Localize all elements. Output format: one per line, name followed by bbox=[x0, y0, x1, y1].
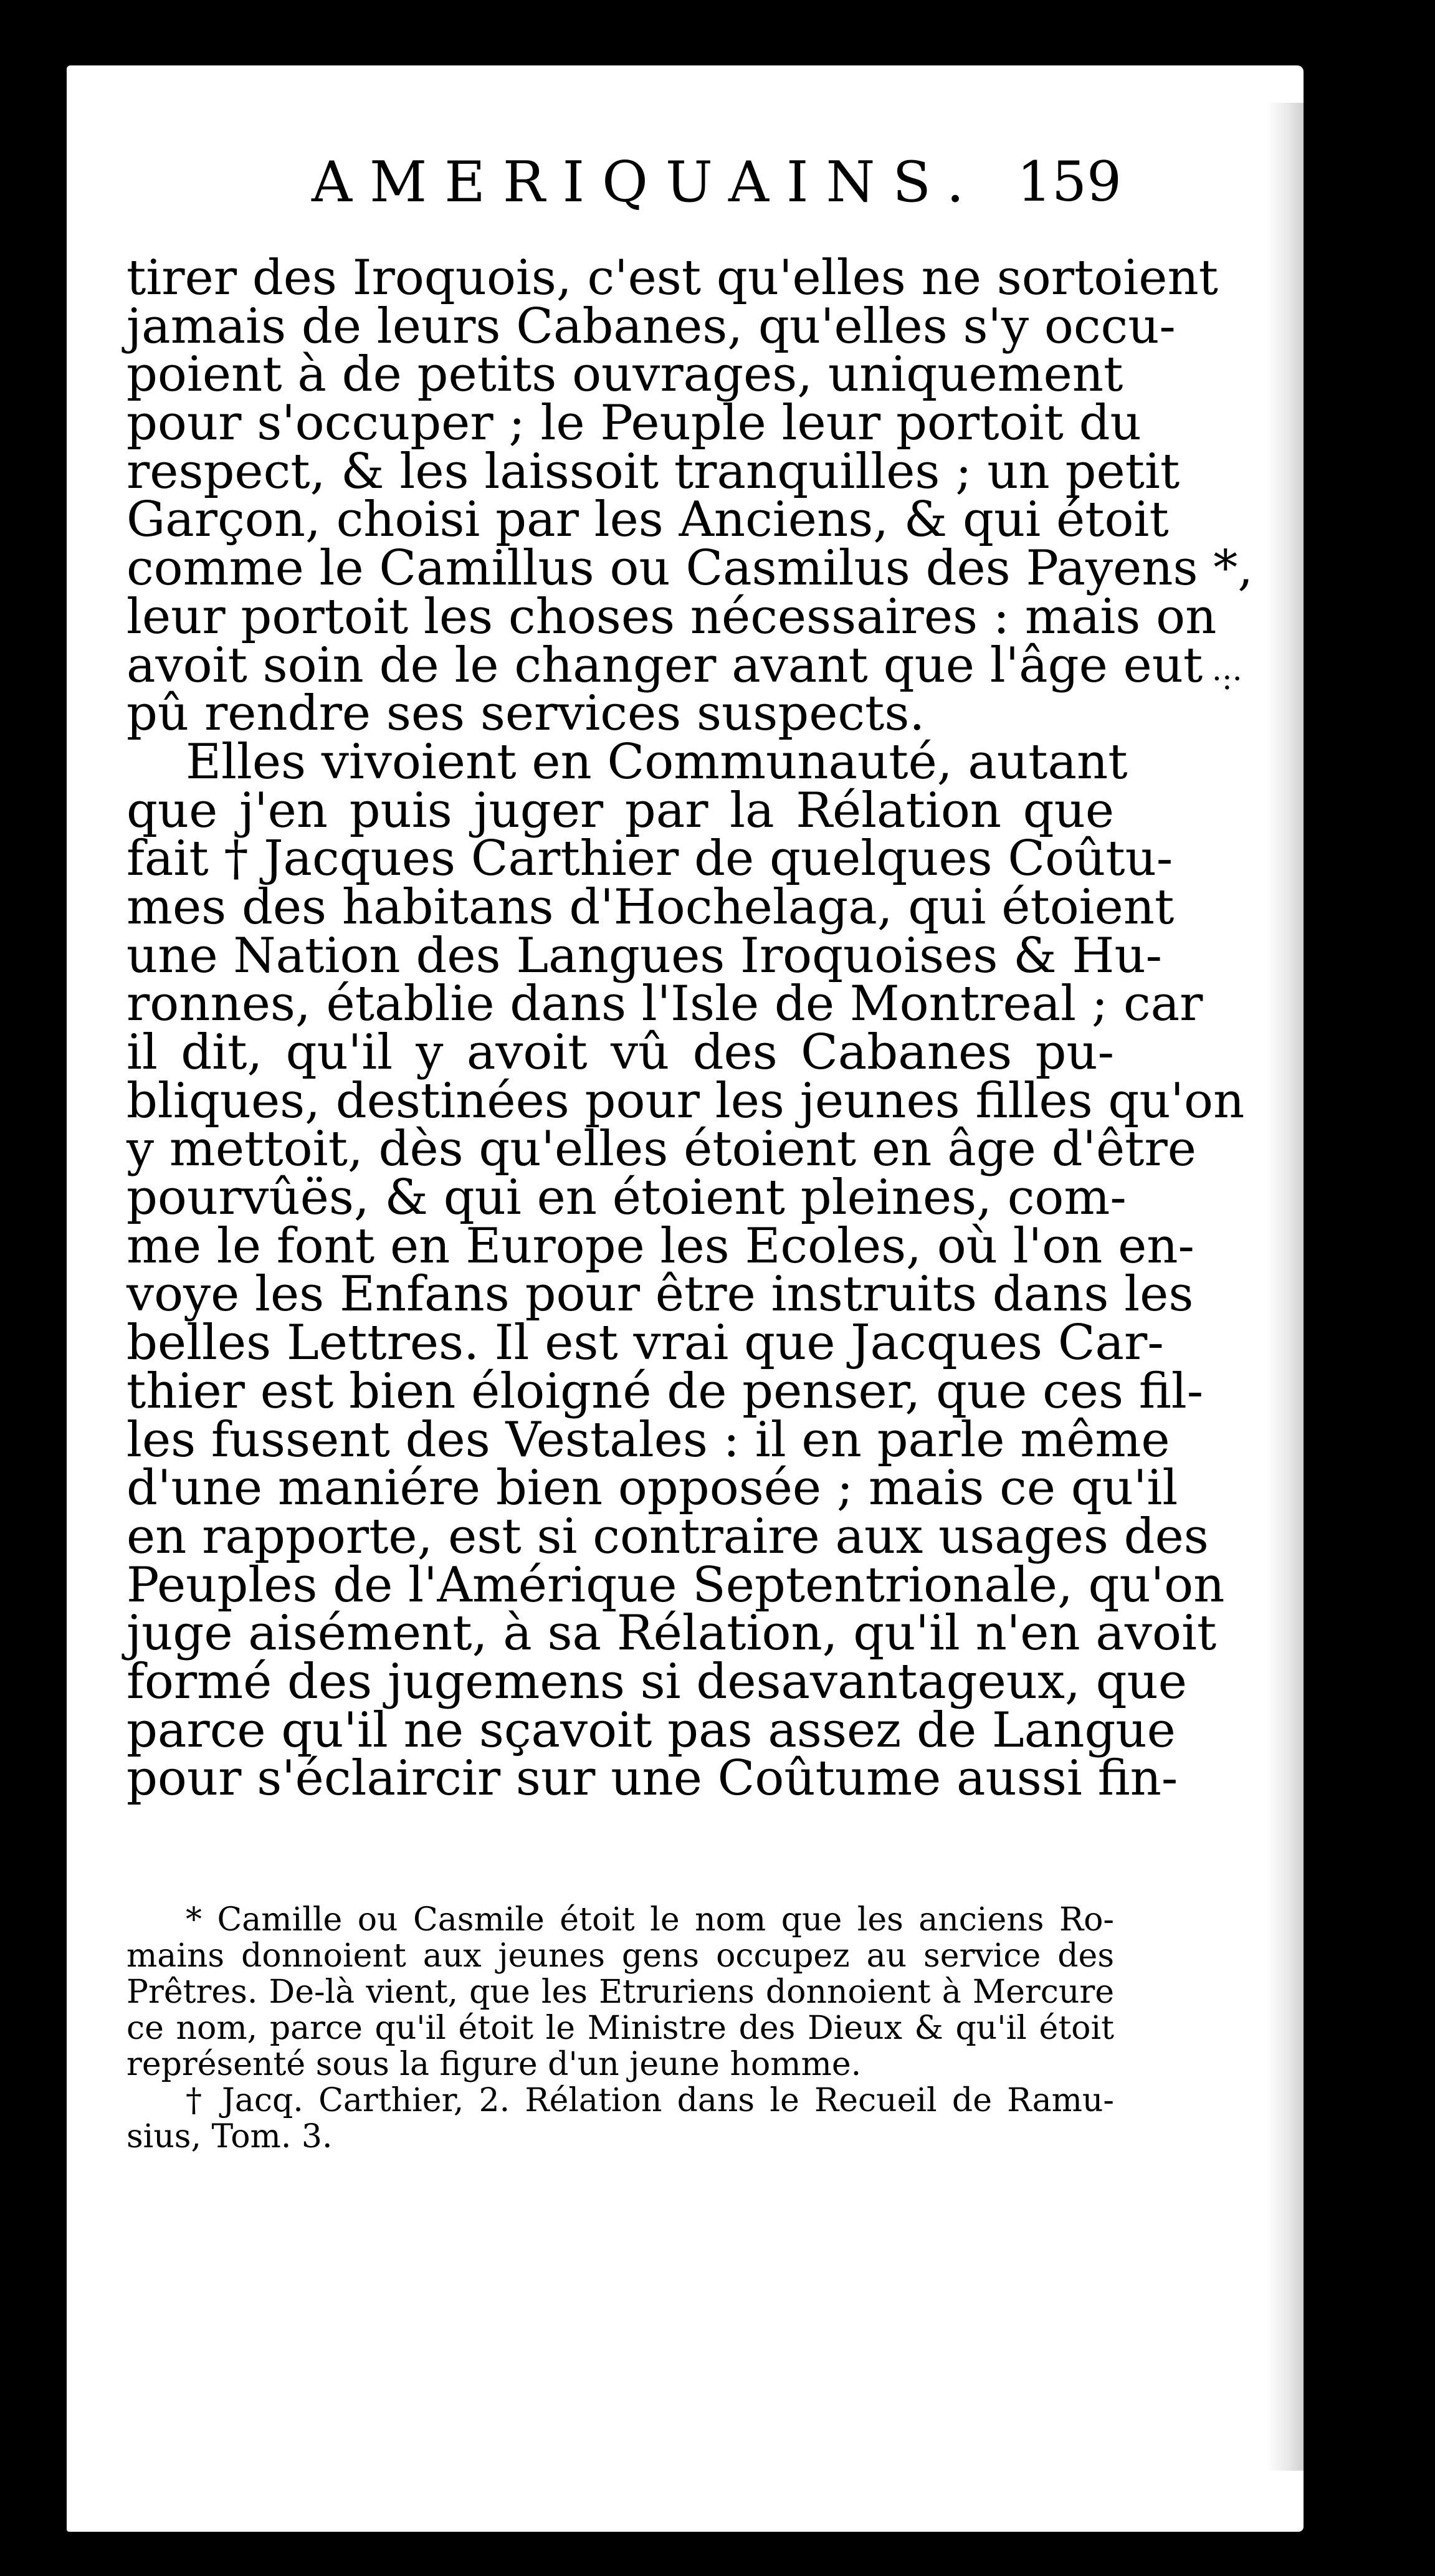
text-line: pour s'éclaircir sur une Coûtume aussi fin- bbox=[126, 1750, 1178, 1807]
text-line: pourvûës, & qui en étoient pleines, com- bbox=[126, 1170, 1127, 1226]
text-line: y mettoit, dès qu'elles étoient en âge d'être bbox=[126, 1121, 1196, 1178]
text-line: une Nation des Langues Iroquoises & Hu- bbox=[126, 927, 1163, 984]
text-line: tirer des Iroquois, c'est qu'elles ne sortoient bbox=[126, 250, 1219, 306]
text-line: mes des habitans d'Hochelaga, qui étoient bbox=[126, 879, 1175, 935]
footnote-line: mains donnoient aux jeunes gens occupez au service des bbox=[126, 1937, 1114, 1975]
text-line: que j'en puis juger par la Rélation que bbox=[126, 782, 1114, 839]
text-line: les fussent des Vestales : il en parle même bbox=[126, 1411, 1170, 1468]
main-text bbox=[126, 250, 1254, 1807]
text-line: en rapporte, est si contraire aux usages des bbox=[126, 1508, 1209, 1565]
text-line: ronnes, établie dans l'Isle de Montreal ; car bbox=[126, 976, 1203, 1033]
text-line: fait † Jacques Carthier de quelques Coûtu- bbox=[126, 831, 1173, 887]
footnote-line: ce nom, parce qu'il étoit le Ministre des Dieux & qu'il étoit bbox=[126, 2010, 1114, 2047]
text-line: d'une maniére bien opposée ; mais ce qu'il bbox=[126, 1460, 1178, 1517]
page-edge-shadow bbox=[1266, 103, 1304, 2471]
text-line: me le font en Europe les Ecoles, où l'on en- bbox=[126, 1218, 1194, 1274]
text-line: formé des jugemens si desavantageux, que bbox=[126, 1653, 1187, 1710]
text-line: pour s'occuper ; le Peuple leur portoit du bbox=[126, 395, 1142, 452]
text-line: juge aisément, à sa Rélation, qu'il n'en avoit bbox=[126, 1605, 1217, 1662]
text-line: il dit, qu'il y avoit vû des Cabanes pu- bbox=[126, 1024, 1114, 1080]
text-line: jamais de leurs Cabanes, qu'elles s'y occu- bbox=[126, 298, 1176, 355]
text-line: comme le Camillus ou Casmilus des Payens *, bbox=[126, 540, 1254, 597]
text-line: respect, & les laissoit tranquilles ; un petit bbox=[126, 443, 1180, 500]
footnote-line: † Jacq. Carthier, 2. Rélation dans le Recueil de Ramu- bbox=[186, 2082, 1114, 2119]
page-header bbox=[312, 150, 1122, 243]
running-title: AMERIQUAINS. bbox=[312, 150, 982, 215]
margin-mark: ·:· bbox=[1212, 661, 1242, 697]
text-line: voye les Enfans pour être instruits dans les bbox=[126, 1266, 1194, 1323]
text-line: bliques, destinées pour les jeunes filles qu'on bbox=[126, 1072, 1245, 1129]
text-line: Peuples de l'Amérique Septentrionale, qu'on bbox=[126, 1557, 1225, 1613]
text-line: Garçon, choisi par les Anciens, & qui étoit bbox=[126, 492, 1169, 548]
footnote-line: représenté sous la figure d'un jeune homme. bbox=[126, 2046, 862, 2083]
footnote-line: Prêtres. De-là vient, que les Etruriens donnoient à Mercure bbox=[126, 1973, 1114, 2011]
footnote-line: * Camille ou Casmile étoit le nom que les anciens Ro- bbox=[186, 1901, 1114, 1939]
text-line: belles Lettres. Il est vrai que Jacques Car- bbox=[126, 1315, 1164, 1371]
text-line: parce qu'il ne sçavoit pas assez de Langue bbox=[126, 1702, 1176, 1758]
footnotes bbox=[126, 1902, 1114, 2155]
page-number: 159 bbox=[1017, 150, 1122, 214]
text-line: poient à de petits ouvrages, uniquement bbox=[126, 346, 1123, 403]
footnote-line: sius, Tom. 3. bbox=[126, 2118, 333, 2155]
text-line: pû rendre ses services suspects. bbox=[126, 685, 925, 742]
text-line: leur portoit les choses nécessaires : mais on bbox=[126, 588, 1217, 645]
text-line: thier est bien éloigné de penser, que ces fil- bbox=[126, 1363, 1204, 1419]
text-line: avoit soin de le changer avant que l'âge eut bbox=[126, 637, 1203, 694]
text-line: Elles vivoient en Communauté, autant bbox=[186, 733, 1128, 790]
